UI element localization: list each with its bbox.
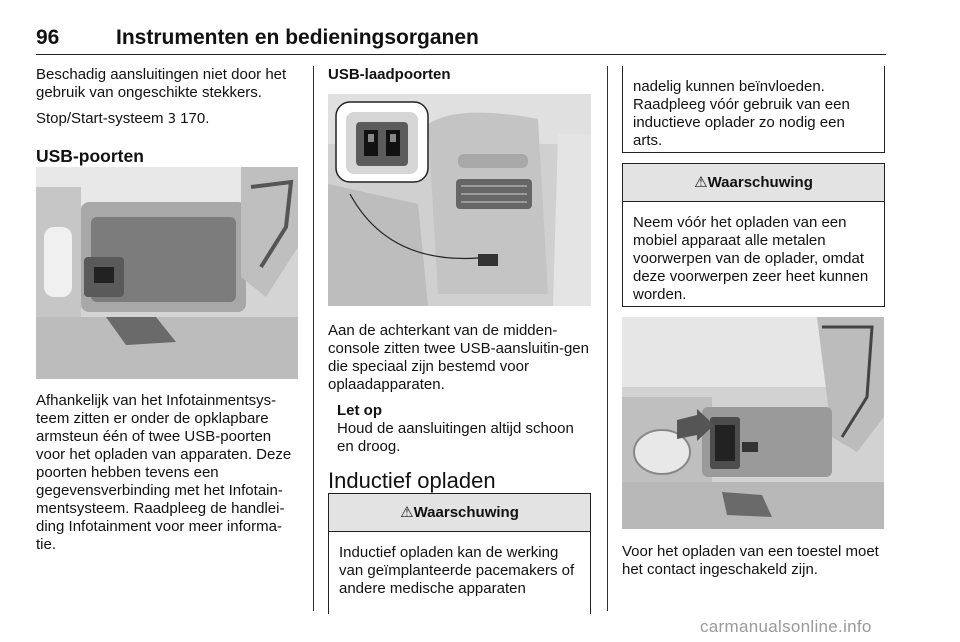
warning-box-continued — [622, 66, 885, 153]
warning-triangle-icon: ⚠ — [400, 503, 414, 521]
warning-title: Waarschuwing — [413, 504, 519, 521]
inductive-charger-photo — [622, 317, 884, 529]
column-1-body — [36, 392, 300, 554]
warning-triangle-icon: ⚠ — [694, 173, 708, 191]
note-label: Let op — [337, 402, 382, 419]
warning-continued-text: nadelig kunnen beïnvloeden. Raadpleeg vóór gebruik van een inductieve oplader zo nodig een arts. — [633, 78, 850, 149]
rear-usb-illustration — [328, 94, 591, 306]
column-1 — [36, 66, 300, 167]
cross-reference — [36, 110, 300, 129]
warning-body — [623, 202, 884, 304]
ignition-note: Voor het opladen van een toestel moet het contact ingeschakeld zijn. — [622, 543, 879, 578]
section-heading-usb: USB-poorten — [36, 146, 144, 166]
inductive-charger-illustration — [622, 317, 884, 529]
rear-usb-photo — [328, 94, 591, 306]
intro-paragraph: Beschadig aansluitingen niet door het gebruik van ongeschikte stekkers. — [36, 66, 287, 101]
warning-box-pacemaker — [328, 493, 591, 614]
rear-usb-description: Aan de achterkant van de midden-console zitten twee USB-aansluitin-gen die speciaal zijn bestemd voor oplaadapparaten. — [328, 322, 589, 393]
column-divider — [313, 66, 314, 611]
page-number: 96 — [36, 26, 60, 49]
reference-page: 170. — [180, 110, 210, 127]
column-2-body — [328, 322, 592, 494]
reference-label: Stop/Start-systeem — [36, 110, 164, 127]
section-heading-inductive: Inductief opladen — [328, 468, 496, 493]
column-3-body — [622, 543, 886, 579]
page-ref-arrow-icon: 3 — [167, 112, 176, 127]
page-header — [36, 26, 886, 55]
usb-console-illustration — [36, 167, 298, 379]
warning-text: Inductief opladen kan de werking van geïmplanteerde pacemakers of andere medische apparaten — [339, 544, 575, 597]
warning-continued-body — [623, 66, 884, 150]
page-title: Instrumenten en bedieningsorganen — [116, 26, 479, 49]
warning-text: Neem vóór het opladen van een mobiel apparaat alle metalen voorwerpen van de oplader, omdat deze voorwerpen zeer heet kunnen worden. — [633, 214, 869, 303]
warning-body — [329, 532, 590, 598]
column-2 — [328, 66, 592, 84]
usb-description: Afhankelijk van het Infotainmentsys-teem zitten er onder de opklapbare armsteun één of twee USB-poorten voor het opladen van apparaten. Deze poorten hebben tevens een gegevensverbinding met het Infotain-mentsysteem. Raadpleeg de handlei-ding Infotainment voor meer informa-tie. — [36, 392, 292, 553]
warning-header — [623, 164, 884, 202]
warning-title: Waarschuwing — [707, 174, 813, 191]
watermark-text: carmanualsonline.info — [700, 617, 872, 636]
column-divider — [607, 66, 608, 611]
warning-header — [329, 494, 590, 532]
usb-console-photo — [36, 167, 298, 379]
section-heading-usb-charging: USB-laadpoorten — [328, 66, 451, 83]
warning-box-metal-objects — [622, 163, 885, 307]
note-text: Houd de aansluitingen altijd schoon en droog. — [337, 420, 574, 455]
note-block — [328, 402, 592, 456]
